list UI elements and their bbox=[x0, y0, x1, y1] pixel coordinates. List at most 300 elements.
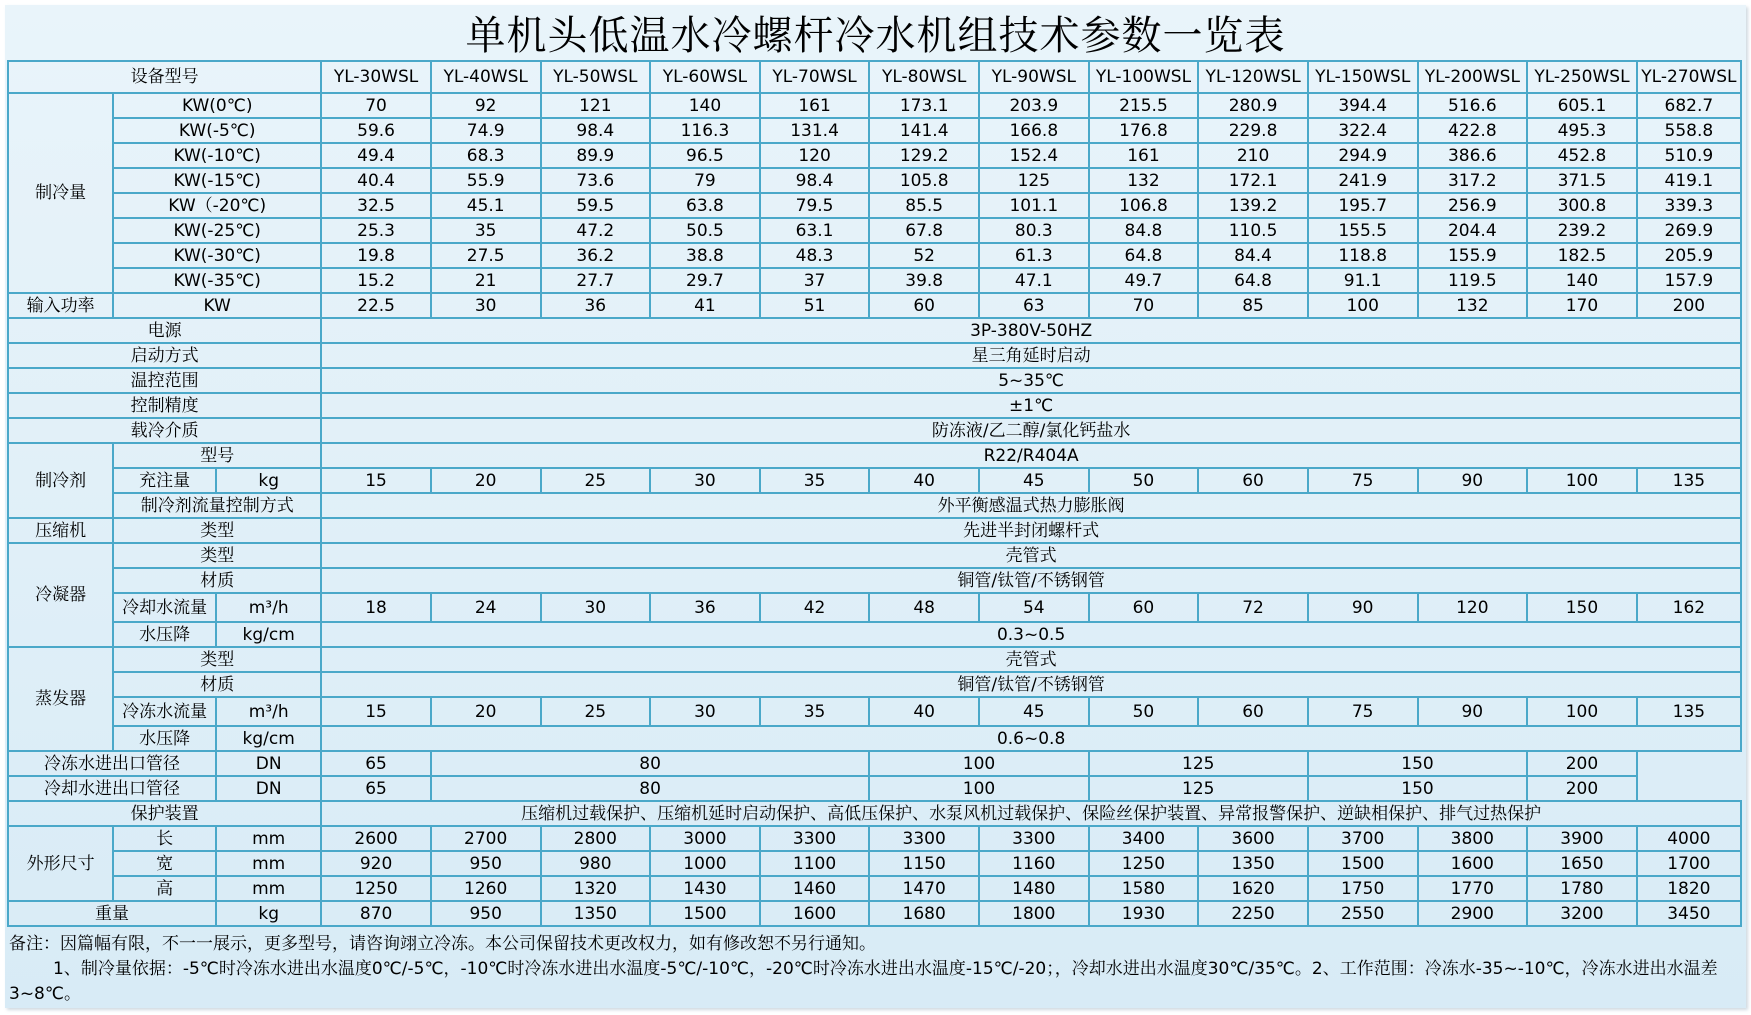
dimension-unit: mm bbox=[216, 826, 321, 851]
condenser-drop-value: 0.3~0.5 bbox=[321, 622, 1741, 647]
value-cell: 1460 bbox=[760, 876, 870, 901]
model-header: YL-30WSL bbox=[321, 61, 431, 93]
value-cell: 150 bbox=[1527, 593, 1637, 622]
cooling-row bbox=[8, 143, 1741, 168]
refrigerant-control-row bbox=[8, 493, 1741, 518]
model-header: YL-270WSL bbox=[1637, 61, 1741, 93]
value-cell: 280.9 bbox=[1198, 93, 1308, 118]
weight-row bbox=[8, 901, 1741, 926]
value-cell: 1430 bbox=[650, 876, 760, 901]
model-header: YL-100WSL bbox=[1089, 61, 1199, 93]
value-cell: 152.4 bbox=[979, 143, 1089, 168]
value-cell: 558.8 bbox=[1637, 118, 1741, 143]
evaporator-drop-label: 水压降 bbox=[113, 726, 216, 751]
value-cell: 1150 bbox=[869, 851, 979, 876]
value-cell: 60 bbox=[869, 293, 979, 318]
value-cell: 371.5 bbox=[1527, 168, 1637, 193]
cooling-unit: KW(-30℃) bbox=[113, 243, 321, 268]
pipe-value: 65 bbox=[321, 776, 431, 801]
refrigerant-charge-unit: kg bbox=[216, 468, 321, 493]
value-cell: 74.9 bbox=[431, 118, 541, 143]
common-label: 温控范围 bbox=[8, 368, 321, 393]
refrigerant-charge-row bbox=[8, 468, 1741, 493]
value-cell: 98.4 bbox=[760, 168, 870, 193]
value-cell: 140 bbox=[650, 93, 760, 118]
value-cell: 3300 bbox=[869, 826, 979, 851]
value-cell: 2900 bbox=[1418, 901, 1528, 926]
value-cell: 52 bbox=[869, 243, 979, 268]
value-cell: 39.8 bbox=[869, 268, 979, 293]
value-cell: 20 bbox=[431, 468, 541, 493]
value-cell: 605.1 bbox=[1527, 93, 1637, 118]
evaporator-label: 蒸发器 bbox=[8, 647, 113, 751]
weight-label: 重量 bbox=[8, 901, 216, 926]
value-cell: 55.9 bbox=[431, 168, 541, 193]
value-cell: 96.5 bbox=[650, 143, 760, 168]
protection-value: 压缩机过载保护、压缩机延时启动保护、高低压保护、水泵风机过载保护、保险丝保护装置、异常报警保护、逆缺相保护、排气过热保护 bbox=[321, 801, 1741, 826]
model-header: YL-70WSL bbox=[760, 61, 870, 93]
model-header: YL-90WSL bbox=[979, 61, 1089, 93]
cooling-unit: KW（-20℃) bbox=[113, 193, 321, 218]
value-cell: 24 bbox=[431, 593, 541, 622]
value-cell: 1820 bbox=[1637, 876, 1741, 901]
value-cell: 84.8 bbox=[1089, 218, 1199, 243]
value-cell: 1620 bbox=[1198, 876, 1308, 901]
chilled_pipe-unit: DN bbox=[216, 751, 321, 776]
value-cell: 50.5 bbox=[650, 218, 760, 243]
value-cell: 45 bbox=[979, 697, 1089, 726]
value-cell: 29.7 bbox=[650, 268, 760, 293]
evaporator-type-row bbox=[8, 647, 1741, 672]
value-cell: 64.8 bbox=[1198, 268, 1308, 293]
value-cell: 48.3 bbox=[760, 243, 870, 268]
refrigerant-type-value: R22/R404A bbox=[321, 443, 1741, 468]
evaporator-flow-unit: m³/h bbox=[216, 697, 321, 726]
condenser-flow-label: 冷却水流量 bbox=[113, 593, 216, 622]
model-header: YL-60WSL bbox=[650, 61, 760, 93]
dimension-row bbox=[8, 826, 1741, 851]
value-cell: 141.4 bbox=[869, 118, 979, 143]
value-cell: 27.5 bbox=[431, 243, 541, 268]
value-cell: 170 bbox=[1527, 293, 1637, 318]
value-cell: 60 bbox=[1198, 697, 1308, 726]
value-cell: 3300 bbox=[760, 826, 870, 851]
refrigerant-control-value: 外平衡感温式热力膨胀阀 bbox=[321, 493, 1741, 518]
value-cell: 172.1 bbox=[1198, 168, 1308, 193]
value-cell: 20 bbox=[431, 697, 541, 726]
value-cell: 63.1 bbox=[760, 218, 870, 243]
value-cell: 300.8 bbox=[1527, 193, 1637, 218]
value-cell: 100 bbox=[1527, 697, 1637, 726]
value-cell: 317.2 bbox=[1418, 168, 1528, 193]
value-cell: 21 bbox=[431, 268, 541, 293]
evaporator-drop-value: 0.6~0.8 bbox=[321, 726, 1741, 751]
dimension-name: 高 bbox=[113, 876, 216, 901]
cooling-unit: KW(-35℃) bbox=[113, 268, 321, 293]
condenser-drop-unit: kg/cm bbox=[216, 622, 321, 647]
value-cell: 116.3 bbox=[650, 118, 760, 143]
value-cell: 157.9 bbox=[1637, 268, 1741, 293]
value-cell: 419.1 bbox=[1637, 168, 1741, 193]
value-cell: 89.9 bbox=[541, 143, 651, 168]
common-value: 防冻液/乙二醇/氯化钙盐水 bbox=[321, 418, 1741, 443]
condenser-drop-row bbox=[8, 622, 1741, 647]
cooling_pipe-label: 冷却水进出口管径 bbox=[8, 776, 216, 801]
value-cell: 105.8 bbox=[869, 168, 979, 193]
value-cell: 3200 bbox=[1527, 901, 1637, 926]
cooling-row bbox=[8, 243, 1741, 268]
common-row bbox=[8, 368, 1741, 393]
model-header: YL-120WSL bbox=[1198, 61, 1308, 93]
value-cell: 139.2 bbox=[1198, 193, 1308, 218]
value-cell: 64.8 bbox=[1089, 243, 1199, 268]
value-cell: 49.7 bbox=[1089, 268, 1199, 293]
chilled_pipe-row bbox=[8, 751, 1741, 776]
value-cell: 22.5 bbox=[321, 293, 431, 318]
value-cell: 229.8 bbox=[1198, 118, 1308, 143]
value-cell: 68.3 bbox=[431, 143, 541, 168]
header-label: 设备型号 bbox=[8, 61, 321, 93]
common-label: 启动方式 bbox=[8, 343, 321, 368]
value-cell: 118.8 bbox=[1308, 243, 1418, 268]
value-cell: 161 bbox=[760, 93, 870, 118]
common-value: ±1℃ bbox=[321, 393, 1741, 418]
cooling_pipe-row bbox=[8, 776, 1741, 801]
common-label: 载冷介质 bbox=[8, 418, 321, 443]
cooling-unit: KW(0℃) bbox=[113, 93, 321, 118]
value-cell: 131.4 bbox=[760, 118, 870, 143]
condenser-flow-row bbox=[8, 593, 1741, 622]
dimension-name: 宽 bbox=[113, 851, 216, 876]
pipe-value: 200 bbox=[1527, 776, 1637, 801]
value-cell: 166.8 bbox=[979, 118, 1089, 143]
value-cell: 84.4 bbox=[1198, 243, 1308, 268]
common-label: 控制精度 bbox=[8, 393, 321, 418]
value-cell: 59.5 bbox=[541, 193, 651, 218]
cooling-row bbox=[8, 218, 1741, 243]
power-label: 输入功率 bbox=[8, 293, 113, 318]
value-cell: 48 bbox=[869, 593, 979, 622]
common-value: 3P-380V-50HZ bbox=[321, 318, 1741, 343]
value-cell: 3300 bbox=[979, 826, 1089, 851]
value-cell: 37 bbox=[760, 268, 870, 293]
value-cell: 394.4 bbox=[1308, 93, 1418, 118]
model-header: YL-50WSL bbox=[541, 61, 651, 93]
value-cell: 1260 bbox=[431, 876, 541, 901]
condenser-drop-label: 水压降 bbox=[113, 622, 216, 647]
cooling-row bbox=[8, 268, 1741, 293]
value-cell: 950 bbox=[431, 851, 541, 876]
value-cell: 422.8 bbox=[1418, 118, 1528, 143]
value-cell: 35 bbox=[760, 697, 870, 726]
value-cell: 1160 bbox=[979, 851, 1089, 876]
value-cell: 2600 bbox=[321, 826, 431, 851]
value-cell: 129.2 bbox=[869, 143, 979, 168]
evaporator-drop-row bbox=[8, 726, 1741, 751]
evaporator-drop-unit: kg/cm bbox=[216, 726, 321, 751]
pipe-value: 65 bbox=[321, 751, 431, 776]
value-cell: 75 bbox=[1308, 468, 1418, 493]
power-row bbox=[8, 293, 1741, 318]
condenser-type-value: 壳管式 bbox=[321, 543, 1741, 568]
value-cell: 45.1 bbox=[431, 193, 541, 218]
dimension-name: 长 bbox=[113, 826, 216, 851]
common-row bbox=[8, 418, 1741, 443]
value-cell: 90 bbox=[1418, 697, 1528, 726]
pipe-value: 125 bbox=[1089, 751, 1308, 776]
value-cell: 950 bbox=[431, 901, 541, 926]
value-cell: 85 bbox=[1198, 293, 1308, 318]
cooling-unit: KW(-15℃) bbox=[113, 168, 321, 193]
value-cell: 45 bbox=[979, 468, 1089, 493]
value-cell: 980 bbox=[541, 851, 651, 876]
value-cell: 40.4 bbox=[321, 168, 431, 193]
model-header: YL-150WSL bbox=[1308, 61, 1418, 93]
value-cell: 50 bbox=[1089, 468, 1199, 493]
condenser-type-label: 类型 bbox=[113, 543, 321, 568]
value-cell: 210 bbox=[1198, 143, 1308, 168]
value-cell: 2700 bbox=[431, 826, 541, 851]
value-cell: 40 bbox=[869, 697, 979, 726]
value-cell: 1580 bbox=[1089, 876, 1199, 901]
value-cell: 155.9 bbox=[1418, 243, 1528, 268]
value-cell: 47.1 bbox=[979, 268, 1089, 293]
value-cell: 3700 bbox=[1308, 826, 1418, 851]
cooling-label: 制冷量 bbox=[8, 93, 113, 293]
value-cell: 1930 bbox=[1089, 901, 1199, 926]
value-cell: 15 bbox=[321, 468, 431, 493]
value-cell: 49.4 bbox=[321, 143, 431, 168]
value-cell: 1480 bbox=[979, 876, 1089, 901]
refrigerant-charge-label: 充注量 bbox=[113, 468, 216, 493]
refrigerant-control-label: 制冷剂流量控制方式 bbox=[113, 493, 321, 518]
evaporator-material-value: 铜管/钛管/不锈钢管 bbox=[321, 672, 1741, 697]
value-cell: 41 bbox=[650, 293, 760, 318]
value-cell: 269.9 bbox=[1637, 218, 1741, 243]
value-cell: 36.2 bbox=[541, 243, 651, 268]
common-row bbox=[8, 343, 1741, 368]
evaporator-flow-label: 冷冻水流量 bbox=[113, 697, 216, 726]
value-cell: 70 bbox=[1089, 293, 1199, 318]
value-cell: 85.5 bbox=[869, 193, 979, 218]
value-cell: 50 bbox=[1089, 697, 1199, 726]
cooling_pipe-unit: DN bbox=[216, 776, 321, 801]
common-row bbox=[8, 318, 1741, 343]
condenser-type-row bbox=[8, 543, 1741, 568]
value-cell: 2250 bbox=[1198, 901, 1308, 926]
value-cell: 3600 bbox=[1198, 826, 1308, 851]
evaporator-type-value: 壳管式 bbox=[321, 647, 1741, 672]
value-cell: 70 bbox=[321, 93, 431, 118]
model-header: YL-200WSL bbox=[1418, 61, 1528, 93]
value-cell: 38.8 bbox=[650, 243, 760, 268]
dimensions-label: 外形尺寸 bbox=[8, 826, 113, 901]
value-cell: 200 bbox=[1637, 293, 1741, 318]
power-unit: KW bbox=[113, 293, 321, 318]
pipe-value: 150 bbox=[1308, 751, 1527, 776]
value-cell: 3000 bbox=[650, 826, 760, 851]
dimension-unit: mm bbox=[216, 876, 321, 901]
condenser-material-value: 铜管/钛管/不锈钢管 bbox=[321, 568, 1741, 593]
compressor-label: 压缩机 bbox=[8, 518, 113, 543]
dimension-unit: mm bbox=[216, 851, 321, 876]
value-cell: 215.5 bbox=[1089, 93, 1199, 118]
cooling-row bbox=[8, 168, 1741, 193]
value-cell: 135 bbox=[1637, 468, 1741, 493]
value-cell: 195.7 bbox=[1308, 193, 1418, 218]
refrigerant-type-row bbox=[8, 443, 1741, 468]
value-cell: 36 bbox=[541, 293, 651, 318]
common-value: 5~35℃ bbox=[321, 368, 1741, 393]
value-cell: 75 bbox=[1308, 697, 1418, 726]
value-cell: 110.5 bbox=[1198, 218, 1308, 243]
value-cell: 1800 bbox=[979, 901, 1089, 926]
value-cell: 256.9 bbox=[1418, 193, 1528, 218]
spec-table bbox=[7, 60, 1742, 927]
value-cell: 1350 bbox=[541, 901, 651, 926]
evaporator-flow-row bbox=[8, 697, 1741, 726]
value-cell: 1320 bbox=[541, 876, 651, 901]
value-cell: 98.4 bbox=[541, 118, 651, 143]
value-cell: 54 bbox=[979, 593, 1089, 622]
value-cell: 162 bbox=[1637, 593, 1741, 622]
value-cell: 119.5 bbox=[1418, 268, 1528, 293]
value-cell: 294.9 bbox=[1308, 143, 1418, 168]
value-cell: 1750 bbox=[1308, 876, 1418, 901]
value-cell: 1350 bbox=[1198, 851, 1308, 876]
evaporator-type-label: 类型 bbox=[113, 647, 321, 672]
spec-sheet bbox=[5, 5, 1746, 1008]
evaporator-material-label: 材质 bbox=[113, 672, 321, 697]
value-cell: 1500 bbox=[650, 901, 760, 926]
header-row bbox=[8, 61, 1741, 93]
value-cell: 510.9 bbox=[1637, 143, 1741, 168]
value-cell: 27.7 bbox=[541, 268, 651, 293]
value-cell: 140 bbox=[1527, 268, 1637, 293]
value-cell: 32.5 bbox=[321, 193, 431, 218]
value-cell: 2800 bbox=[541, 826, 651, 851]
compressor-type-value: 先进半封闭螺杆式 bbox=[321, 518, 1741, 543]
model-header: YL-80WSL bbox=[869, 61, 979, 93]
compressor-row bbox=[8, 518, 1741, 543]
note-line-2: 1、制冷量依据：-5℃时冷冻水进出水温度0℃/-5℃，-10℃时冷冻水进出水温度-5℃/-10℃，-20℃时冷冻水进出水温度-15℃/-20；，冷却水进出水温度30℃/35℃。2、工作范围：冷冻水-35~-10℃，冷冻水进出水温差3~8℃。 bbox=[9, 959, 1718, 1004]
value-cell: 1780 bbox=[1527, 876, 1637, 901]
value-cell: 60 bbox=[1198, 468, 1308, 493]
value-cell: 2550 bbox=[1308, 901, 1418, 926]
weight-unit: kg bbox=[216, 901, 321, 926]
value-cell: 920 bbox=[321, 851, 431, 876]
value-cell: 1700 bbox=[1637, 851, 1741, 876]
value-cell: 1650 bbox=[1527, 851, 1637, 876]
value-cell: 100 bbox=[1308, 293, 1418, 318]
value-cell: 3400 bbox=[1089, 826, 1199, 851]
value-cell: 125 bbox=[979, 168, 1089, 193]
value-cell: 132 bbox=[1418, 293, 1528, 318]
value-cell: 61.3 bbox=[979, 243, 1089, 268]
pipe-value: 100 bbox=[869, 776, 1088, 801]
value-cell: 36 bbox=[650, 593, 760, 622]
value-cell: 92 bbox=[431, 93, 541, 118]
model-header: YL-250WSL bbox=[1527, 61, 1637, 93]
value-cell: 1680 bbox=[869, 901, 979, 926]
value-cell: 120 bbox=[760, 143, 870, 168]
cooling-unit: KW(-25℃) bbox=[113, 218, 321, 243]
value-cell: 182.5 bbox=[1527, 243, 1637, 268]
value-cell: 452.8 bbox=[1527, 143, 1637, 168]
cooling-unit: KW(-5℃) bbox=[113, 118, 321, 143]
value-cell: 161 bbox=[1089, 143, 1199, 168]
value-cell: 322.4 bbox=[1308, 118, 1418, 143]
condenser-flow-unit: m³/h bbox=[216, 593, 321, 622]
value-cell: 73.6 bbox=[541, 168, 651, 193]
value-cell: 135 bbox=[1637, 697, 1741, 726]
value-cell: 80.3 bbox=[979, 218, 1089, 243]
value-cell: 63 bbox=[979, 293, 1089, 318]
value-cell: 42 bbox=[760, 593, 870, 622]
value-cell: 30 bbox=[541, 593, 651, 622]
value-cell: 495.3 bbox=[1527, 118, 1637, 143]
value-cell: 3900 bbox=[1527, 826, 1637, 851]
value-cell: 1500 bbox=[1308, 851, 1418, 876]
value-cell: 79 bbox=[650, 168, 760, 193]
pipe-value: 125 bbox=[1089, 776, 1308, 801]
cooling-row bbox=[8, 118, 1741, 143]
value-cell: 25.3 bbox=[321, 218, 431, 243]
cooling-row bbox=[8, 93, 1741, 118]
value-cell: 386.6 bbox=[1418, 143, 1528, 168]
value-cell: 120 bbox=[1418, 593, 1528, 622]
value-cell: 204.4 bbox=[1418, 218, 1528, 243]
pipe-value: 200 bbox=[1527, 751, 1637, 776]
value-cell: 72 bbox=[1198, 593, 1308, 622]
page-title: 单机头低温水冷螺杆冷水机组技术参数一览表 bbox=[465, 13, 1286, 59]
value-cell: 3450 bbox=[1637, 901, 1741, 926]
value-cell: 106.8 bbox=[1089, 193, 1199, 218]
value-cell: 241.9 bbox=[1308, 168, 1418, 193]
cooling-unit: KW(-10℃) bbox=[113, 143, 321, 168]
value-cell: 4000 bbox=[1637, 826, 1741, 851]
value-cell: 40 bbox=[869, 468, 979, 493]
value-cell: 176.8 bbox=[1089, 118, 1199, 143]
compressor-type-label: 类型 bbox=[113, 518, 321, 543]
value-cell: 30 bbox=[431, 293, 541, 318]
value-cell: 155.5 bbox=[1308, 218, 1418, 243]
value-cell: 339.3 bbox=[1637, 193, 1741, 218]
model-header: YL-40WSL bbox=[431, 61, 541, 93]
value-cell: 47.2 bbox=[541, 218, 651, 243]
value-cell: 25 bbox=[541, 468, 651, 493]
condenser-material-row bbox=[8, 568, 1741, 593]
value-cell: 19.8 bbox=[321, 243, 431, 268]
value-cell: 15.2 bbox=[321, 268, 431, 293]
value-cell: 1600 bbox=[760, 901, 870, 926]
value-cell: 60 bbox=[1089, 593, 1199, 622]
cooling-row bbox=[8, 193, 1741, 218]
value-cell: 25 bbox=[541, 697, 651, 726]
value-cell: 51 bbox=[760, 293, 870, 318]
value-cell: 18 bbox=[321, 593, 431, 622]
value-cell: 1100 bbox=[760, 851, 870, 876]
value-cell: 1250 bbox=[321, 876, 431, 901]
refrigerant-type-label: 型号 bbox=[113, 443, 321, 468]
value-cell: 203.9 bbox=[979, 93, 1089, 118]
dimension-row bbox=[8, 876, 1741, 901]
value-cell: 1470 bbox=[869, 876, 979, 901]
condenser-material-label: 材质 bbox=[113, 568, 321, 593]
value-cell: 79.5 bbox=[760, 193, 870, 218]
value-cell: 3800 bbox=[1418, 826, 1528, 851]
value-cell: 132 bbox=[1089, 168, 1199, 193]
